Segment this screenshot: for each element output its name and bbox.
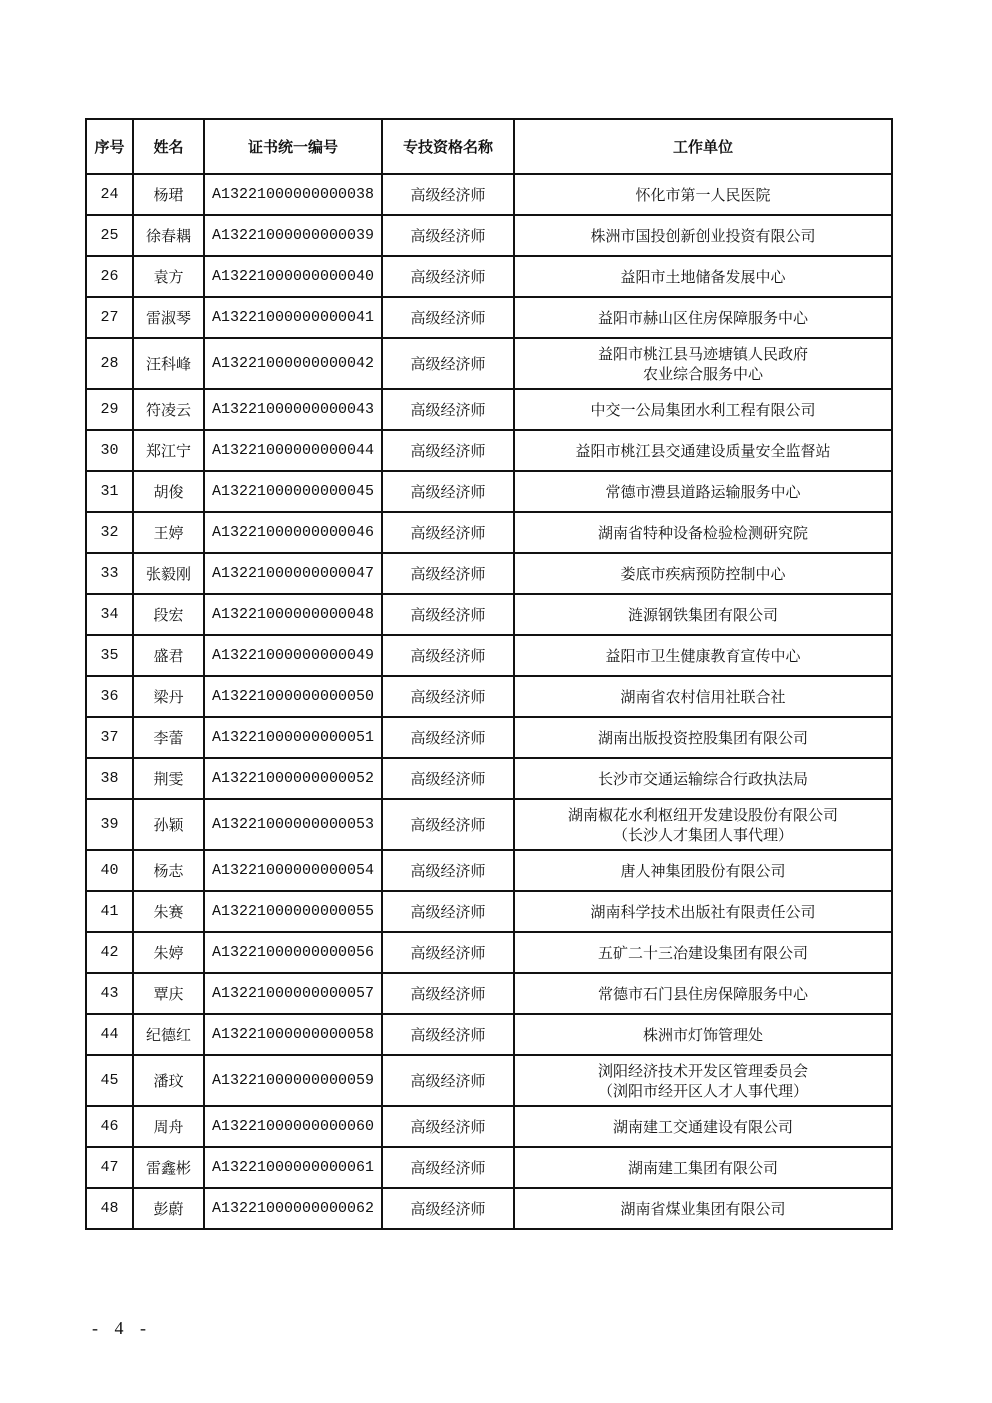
cell-name: 梁丹 (133, 676, 204, 717)
work-unit-line: 农业综合服务中心 (642, 364, 763, 383)
cell-name: 符凌云 (133, 389, 204, 430)
cell-work-unit (514, 758, 892, 799)
work-unit-line: 湖南椒花水利枢纽开发建设股份有限公司 (567, 805, 838, 824)
cell-serial: 27 (86, 297, 133, 338)
table-row (86, 594, 892, 635)
work-unit-line: 常德市石门县住房保障服务中心 (597, 984, 808, 1003)
cell-qualification: 高级经济师 (382, 512, 514, 553)
work-unit-line: 株洲市灯饰管理处 (642, 1025, 763, 1044)
cell-name: 徐春耦 (133, 215, 204, 256)
work-unit-line: 浏阳经济技术开发区管理委员会 (597, 1061, 808, 1080)
cell-serial: 26 (86, 256, 133, 297)
work-unit-line: 湖南省农村信用社联合社 (620, 687, 786, 706)
work-unit-line: （长沙人才集团人事代理） (612, 825, 793, 844)
cell-certificate-number: A13221000000000042 (204, 338, 382, 389)
certificate-table (85, 118, 893, 1230)
cell-certificate-number: A13221000000000040 (204, 256, 382, 297)
table-row (86, 174, 892, 215)
table-row (86, 1055, 892, 1106)
cell-qualification: 高级经济师 (382, 297, 514, 338)
work-unit-line: 常德市澧县道路运输服务中心 (605, 482, 801, 501)
work-unit-line: 长沙市交通运输综合行政执法局 (597, 769, 808, 788)
cell-certificate-number: A13221000000000055 (204, 891, 382, 932)
cell-work-unit (514, 297, 892, 338)
cell-work-unit (514, 215, 892, 256)
cell-name: 李蕾 (133, 717, 204, 758)
cell-serial: 39 (86, 799, 133, 850)
cell-qualification: 高级经济师 (382, 676, 514, 717)
cell-certificate-number: A13221000000000056 (204, 932, 382, 973)
table-row (86, 1147, 892, 1188)
cell-certificate-number: A13221000000000060 (204, 1106, 382, 1147)
cell-work-unit (514, 850, 892, 891)
work-unit-line: 湖南省特种设备检验检测研究院 (597, 523, 808, 542)
cell-name: 郑江宁 (133, 430, 204, 471)
cell-qualification: 高级经济师 (382, 256, 514, 297)
work-unit-line: 唐人神集团股份有限公司 (620, 861, 786, 880)
cell-serial: 37 (86, 717, 133, 758)
cell-serial: 38 (86, 758, 133, 799)
cell-qualification: 高级经济师 (382, 932, 514, 973)
cell-qualification: 高级经济师 (382, 338, 514, 389)
table-row (86, 389, 892, 430)
cell-work-unit (514, 594, 892, 635)
cell-certificate-number: A13221000000000061 (204, 1147, 382, 1188)
cell-certificate-number: A13221000000000050 (204, 676, 382, 717)
cell-work-unit (514, 174, 892, 215)
cell-qualification: 高级经济师 (382, 1106, 514, 1147)
cell-work-unit (514, 676, 892, 717)
table-row (86, 850, 892, 891)
cell-qualification: 高级经济师 (382, 758, 514, 799)
cell-qualification: 高级经济师 (382, 717, 514, 758)
work-unit-line: 益阳市桃江县交通建设质量安全监督站 (575, 441, 831, 460)
cell-work-unit (514, 1106, 892, 1147)
cell-name: 张毅刚 (133, 553, 204, 594)
cell-certificate-number: A13221000000000053 (204, 799, 382, 850)
cell-name: 潘玟 (133, 1055, 204, 1106)
cell-certificate-number: A13221000000000057 (204, 973, 382, 1014)
work-unit-line: 株洲市国投创新创业投资有限公司 (590, 226, 816, 245)
cell-qualification: 高级经济师 (382, 799, 514, 850)
cell-serial: 36 (86, 676, 133, 717)
table-row (86, 1014, 892, 1055)
cell-work-unit (514, 973, 892, 1014)
cell-work-unit (514, 256, 892, 297)
cell-name: 纪德红 (133, 1014, 204, 1055)
cell-work-unit (514, 430, 892, 471)
cell-certificate-number: A13221000000000049 (204, 635, 382, 676)
work-unit-line: （浏阳市经开区人才人事代理） (597, 1081, 808, 1100)
table-row (86, 891, 892, 932)
cell-serial: 43 (86, 973, 133, 1014)
table-row (86, 635, 892, 676)
cell-qualification: 高级经济师 (382, 430, 514, 471)
cell-name: 盛君 (133, 635, 204, 676)
cell-work-unit (514, 635, 892, 676)
cell-certificate-number: A13221000000000047 (204, 553, 382, 594)
table-row (86, 512, 892, 553)
cell-name: 孙颖 (133, 799, 204, 850)
cell-name: 周舟 (133, 1106, 204, 1147)
cell-certificate-number: A13221000000000058 (204, 1014, 382, 1055)
cell-certificate-number: A13221000000000038 (204, 174, 382, 215)
cell-name: 段宏 (133, 594, 204, 635)
cell-qualification: 高级经济师 (382, 594, 514, 635)
cell-qualification: 高级经济师 (382, 850, 514, 891)
cell-serial: 25 (86, 215, 133, 256)
table-row (86, 717, 892, 758)
work-unit-line: 娄底市疾病预防控制中心 (620, 564, 786, 583)
cell-work-unit (514, 338, 892, 389)
table-row (86, 758, 892, 799)
cell-name: 朱婷 (133, 932, 204, 973)
cell-certificate-number: A13221000000000046 (204, 512, 382, 553)
table-row (86, 1188, 892, 1229)
cell-certificate-number: A13221000000000059 (204, 1055, 382, 1106)
table-row (86, 215, 892, 256)
table-row (86, 973, 892, 1014)
table-row (86, 297, 892, 338)
cell-serial: 34 (86, 594, 133, 635)
cell-certificate-number: A13221000000000054 (204, 850, 382, 891)
table-row (86, 1106, 892, 1147)
cell-serial: 47 (86, 1147, 133, 1188)
cell-serial: 41 (86, 891, 133, 932)
header-serial: 序号 (86, 119, 133, 174)
table-row (86, 256, 892, 297)
work-unit-line: 湖南建工集团有限公司 (627, 1158, 778, 1177)
table-row (86, 338, 892, 389)
work-unit-line: 中交一公局集团水利工程有限公司 (590, 400, 816, 419)
cell-certificate-number: A13221000000000062 (204, 1188, 382, 1229)
cell-serial: 42 (86, 932, 133, 973)
cell-serial: 32 (86, 512, 133, 553)
cell-work-unit (514, 799, 892, 850)
cell-qualification: 高级经济师 (382, 389, 514, 430)
cell-serial: 35 (86, 635, 133, 676)
cell-qualification: 高级经济师 (382, 553, 514, 594)
cell-serial: 40 (86, 850, 133, 891)
cell-qualification: 高级经济师 (382, 891, 514, 932)
cell-certificate-number: A13221000000000039 (204, 215, 382, 256)
cell-name: 汪科峰 (133, 338, 204, 389)
header-name: 姓名 (133, 119, 204, 174)
cell-work-unit (514, 717, 892, 758)
cell-certificate-number: A13221000000000045 (204, 471, 382, 512)
cell-work-unit (514, 1147, 892, 1188)
cell-work-unit (514, 512, 892, 553)
header-certificate-number: 证书统一编号 (204, 119, 382, 174)
cell-certificate-number: A13221000000000041 (204, 297, 382, 338)
table-row (86, 932, 892, 973)
cell-qualification: 高级经济师 (382, 174, 514, 215)
cell-work-unit (514, 932, 892, 973)
cell-work-unit (514, 389, 892, 430)
cell-certificate-number: A13221000000000051 (204, 717, 382, 758)
table-header-row (86, 119, 892, 174)
cell-serial: 48 (86, 1188, 133, 1229)
cell-work-unit (514, 553, 892, 594)
cell-serial: 44 (86, 1014, 133, 1055)
cell-serial: 24 (86, 174, 133, 215)
cell-qualification: 高级经济师 (382, 1014, 514, 1055)
cell-certificate-number: A13221000000000044 (204, 430, 382, 471)
cell-work-unit (514, 1188, 892, 1229)
cell-work-unit (514, 471, 892, 512)
cell-qualification: 高级经济师 (382, 215, 514, 256)
cell-name: 覃庆 (133, 973, 204, 1014)
table-row (86, 676, 892, 717)
cell-name: 彭蔚 (133, 1188, 204, 1229)
cell-work-unit (514, 1055, 892, 1106)
cell-work-unit (514, 1014, 892, 1055)
page-number: - 4 - (92, 1318, 152, 1338)
table-row (86, 553, 892, 594)
cell-name: 荆雯 (133, 758, 204, 799)
cell-certificate-number: A13221000000000043 (204, 389, 382, 430)
work-unit-line: 湖南省煤业集团有限公司 (620, 1199, 786, 1218)
header-qualification: 专技资格名称 (382, 119, 514, 174)
work-unit-line: 五矿二十三冶建设集团有限公司 (597, 943, 808, 962)
cell-serial: 33 (86, 553, 133, 594)
work-unit-line: 湖南建工交通建设有限公司 (612, 1117, 793, 1136)
work-unit-line: 湖南科学技术出版社有限责任公司 (590, 902, 816, 921)
cell-name: 王婷 (133, 512, 204, 553)
cell-name: 雷鑫彬 (133, 1147, 204, 1188)
cell-name: 胡俊 (133, 471, 204, 512)
cell-certificate-number: A13221000000000052 (204, 758, 382, 799)
cell-serial: 45 (86, 1055, 133, 1106)
cell-qualification: 高级经济师 (382, 1147, 514, 1188)
work-unit-line: 湖南出版投资控股集团有限公司 (597, 728, 808, 747)
work-unit-line: 涟源钢铁集团有限公司 (627, 605, 778, 624)
cell-name: 杨珺 (133, 174, 204, 215)
work-unit-line: 益阳市桃江县马迹塘镇人民政府 (597, 344, 808, 363)
cell-qualification: 高级经济师 (382, 1055, 514, 1106)
work-unit-line: 怀化市第一人民医院 (635, 185, 771, 204)
work-unit-line: 益阳市赫山区住房保障服务中心 (597, 308, 808, 327)
cell-name: 雷淑琴 (133, 297, 204, 338)
work-unit-line: 益阳市卫生健康教育宣传中心 (605, 646, 801, 665)
cell-qualification: 高级经济师 (382, 635, 514, 676)
cell-qualification: 高级经济师 (382, 973, 514, 1014)
work-unit-line: 益阳市土地储备发展中心 (620, 267, 786, 286)
cell-serial: 28 (86, 338, 133, 389)
header-work-unit: 工作单位 (514, 119, 892, 174)
cell-serial: 30 (86, 430, 133, 471)
table-row (86, 799, 892, 850)
cell-qualification: 高级经济师 (382, 471, 514, 512)
cell-name: 杨志 (133, 850, 204, 891)
cell-certificate-number: A13221000000000048 (204, 594, 382, 635)
cell-serial: 31 (86, 471, 133, 512)
cell-name: 袁方 (133, 256, 204, 297)
cell-serial: 29 (86, 389, 133, 430)
table-row (86, 430, 892, 471)
cell-work-unit (514, 891, 892, 932)
table-row (86, 471, 892, 512)
cell-name: 朱赛 (133, 891, 204, 932)
cell-qualification: 高级经济师 (382, 1188, 514, 1229)
cell-serial: 46 (86, 1106, 133, 1147)
